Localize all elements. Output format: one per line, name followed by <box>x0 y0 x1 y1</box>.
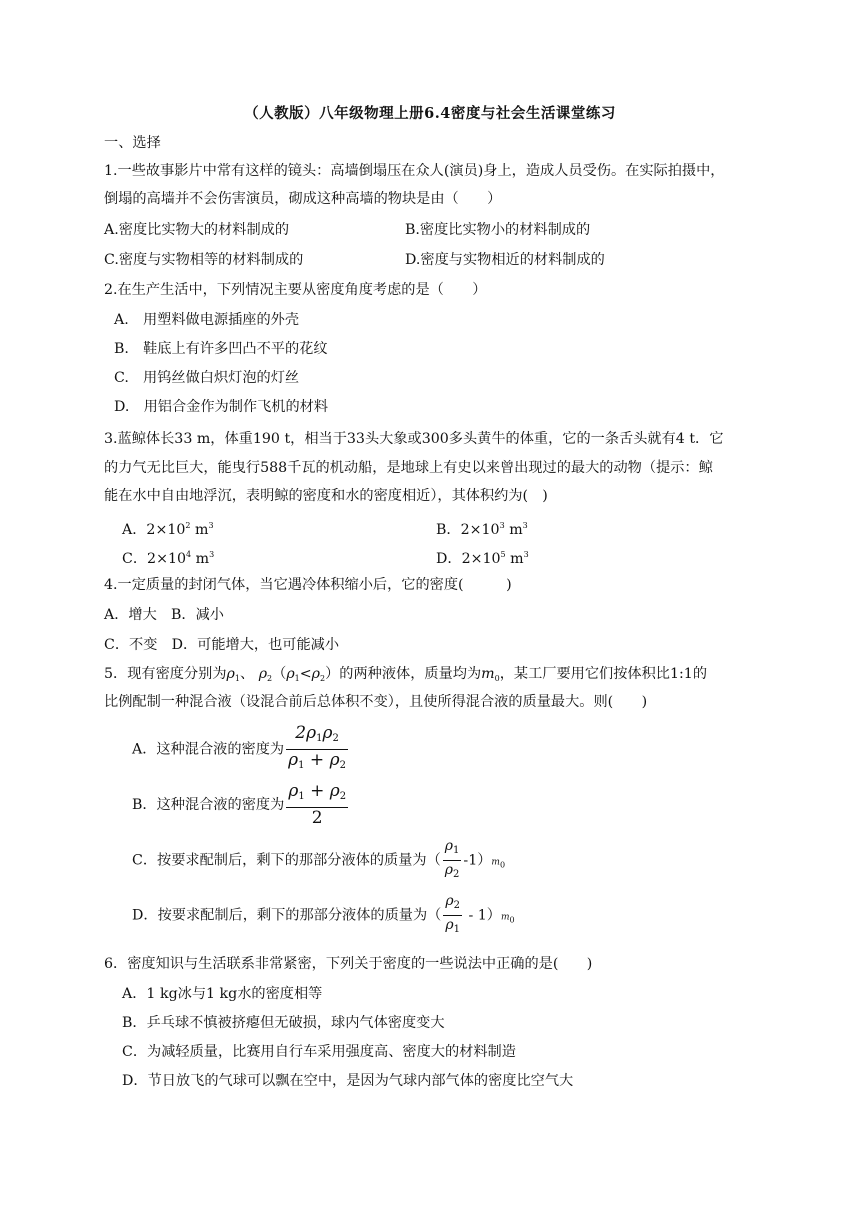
question-6-line-1: 6．密度知识与生活联系非常紧密，下列关于密度的一些说法中正确的是( ) <box>104 956 593 972</box>
question-4-line-1: 4.一定质量的封闭气体，当它遇冷体积缩小后，它的密度( ) <box>104 577 512 593</box>
question-5-option-b: B．这种混合液的密度为 $\frac{\rho 1 + \rho 2}{2}$ <box>132 781 347 828</box>
question-3-line-2: 的力气无比巨大，能曳行588千瓦的机动船，是地球上有史以来曾出现过的最大的动物（提示：鲸 <box>104 460 713 476</box>
question-1-option-c: C.密度与实物相等的材料制成的 <box>104 252 304 268</box>
question-1-option-d: D.密度与实物相近的材料制成的 <box>405 252 605 268</box>
question-2-option-a: A. 用塑料做电源插座的外壳 <box>114 312 300 328</box>
question-1-line-2: 倒塌的高墙并不会伤害演员，砌成这种高墙的物块是由（ ） <box>104 191 502 207</box>
question-3-line-3: 能在水中自由地浮沉，表明鲸的密度和水的密度相近），其体积约为( ) <box>104 488 548 504</box>
question-5-option-a: A．这种混合液的密度为 $\frac{2\rho 1\rho 2}{\rho 1 + \rho 2}$ <box>132 723 350 776</box>
question-1-option-b: B.密度比实物小的材料制成的 <box>405 222 591 238</box>
question-5-line-2: 比例配制一种混合液（设混合前后总体积不变），且使所得混合液的质量最大。则( ) <box>104 694 648 710</box>
question-3-option-c: C．$2\times 10^4$ $m^3$ <box>122 550 215 567</box>
question-3-option-a: A．$2\times 10^2$ $m^3$ <box>122 521 214 538</box>
question-5-option-c: C．按要求配制后，剩下的那部分液体的质量为（ $\frac{\rho_1}{\rho_2}$ $-1)m_0$ <box>132 837 505 889</box>
question-2-option-c: C. 用钨丝做白炽灯泡的灯丝 <box>114 370 300 386</box>
question-5-option-d: D．按要求配制后，剩下的那部分液体的质量为（ $\frac{\rho_2}{\rho_1}$ - $1)m_0$ <box>132 892 515 944</box>
question-3-line-1: 3.蓝鲸体长33 m，体重190 t，相当于33头大象或300多头黄牛的体重，它的一条舌头就有4 t．它 <box>104 431 724 447</box>
question-2-option-b: B. 鞋底上有许多凹凸不平的花纹 <box>114 341 328 357</box>
formula-fraction: $\frac{2\rho 1\rho 2}{\rho 1 + \rho 2}$ <box>288 723 346 771</box>
question-6-option-d: D．节日放飞的气球可以飘在空中，是因为气球内部气体的密度比空气大 <box>122 1073 574 1089</box>
question-1-line-1: 1.一些故事影片中常有这样的镜头：高墙倒塌压在众人(演员)身上，造成人员受伤。在实际拍摄中， <box>104 163 725 179</box>
question-3-option-d: D．$2\times 10^5$ $m^3$ <box>436 550 529 567</box>
question-4-options-ab: A．增大 B．减小 <box>104 607 224 623</box>
formula-fraction: $\frac{\rho_2}{\rho_1}$ <box>445 893 460 935</box>
question-2-line-1: 2.在生产生活中，下列情况主要从密度角度考虑的是（ ） <box>104 282 487 298</box>
question-6-option-b: B．乒乓球不慎被挤瘪但无破损，球内气体密度变大 <box>122 1015 445 1031</box>
question-6-option-c: C．为减轻质量，比赛用自行车采用强度高、密度大的材料制造 <box>122 1044 516 1060</box>
question-3-option-b: B．$2\times 10^3$ $m^3$ <box>436 521 528 538</box>
question-2-option-d: D. 用铝合金作为制作飞机的材料 <box>114 399 329 415</box>
question-5-line-1: 5．现有密度分别为$\rho_1$、 $\rho_2(\rho_1<\rho_2)$的两种液体，质量均为$m_0$，某工厂要用它们按体积比1:1的 <box>104 666 708 683</box>
section-heading: 一、选择 <box>104 135 161 151</box>
question-4-options-cd: C．不变 D．可能增大，也可能减小 <box>104 637 340 653</box>
formula-fraction: $\frac{\rho 1 + \rho 2}{2}$ <box>288 781 347 828</box>
question-6-option-a: A．1 kg冰与1 kg水的密度相等 <box>122 986 323 1002</box>
question-1-option-a: A.密度比实物大的材料制成的 <box>104 222 290 238</box>
formula-fraction: $\frac{\rho_1}{\rho_2}$ <box>444 838 460 880</box>
page-title: （人教版）八年级物理上册6.4密度与社会生活课堂练习 <box>244 105 616 122</box>
